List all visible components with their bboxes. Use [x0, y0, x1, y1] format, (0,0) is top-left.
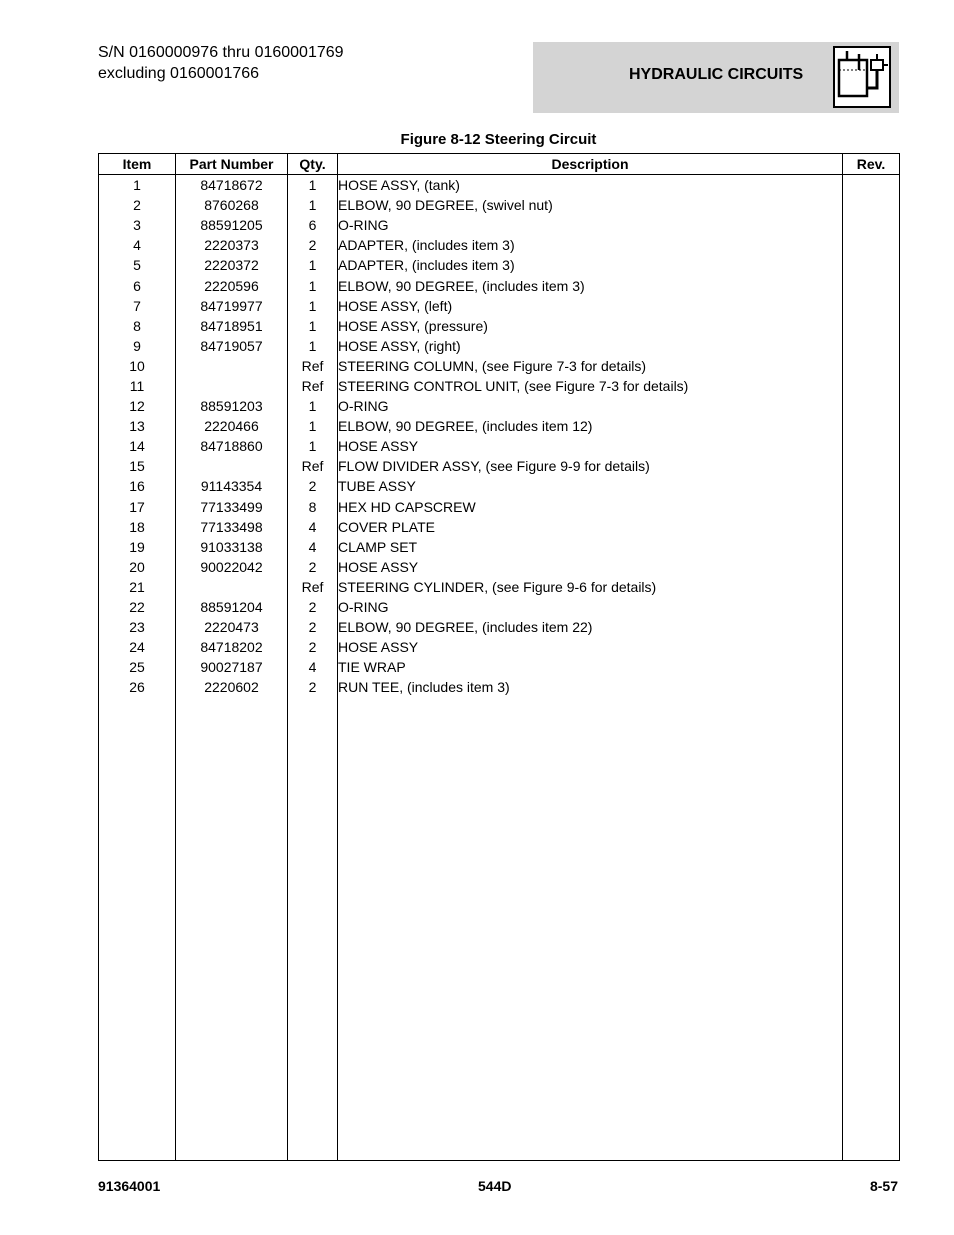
table-cell-description: ELBOW, 90 DEGREE, (includes item 12) [338, 416, 843, 436]
table-cell-part-number: 88591204 [176, 597, 288, 617]
table-cell-part-number: 91143354 [176, 476, 288, 496]
table-cell-qty: 4 [288, 537, 338, 557]
table-row [99, 296, 900, 316]
table-cell-part-number: 77133498 [176, 517, 288, 537]
table-cell-description: ADAPTER, (includes item 3) [338, 235, 843, 255]
table-cell-description: STEERING CYLINDER, (see Figure 9-6 for details) [338, 577, 843, 597]
table-cell-description: STEERING CONTROL UNIT, (see Figure 7-3 for details) [338, 376, 843, 396]
table-cell-item: 8 [99, 316, 176, 336]
footer-doc-number: 91364001 [98, 1178, 161, 1194]
table-cell-rev [843, 497, 900, 517]
table-row [99, 517, 900, 537]
table-cell-description: HOSE ASSY [338, 637, 843, 657]
table-cell-description: ELBOW, 90 DEGREE, (swivel nut) [338, 195, 843, 215]
table-cell-part-number: 84718202 [176, 637, 288, 657]
table-cell-item: 5 [99, 255, 176, 275]
table-cell-part-number [176, 456, 288, 476]
table-cell-qty: 6 [288, 215, 338, 235]
table-empty-cell [288, 697, 338, 1160]
table-cell-qty: Ref [288, 577, 338, 597]
table-cell-part-number: 77133499 [176, 497, 288, 517]
table-cell-part-number: 90022042 [176, 557, 288, 577]
table-cell-qty: 1 [288, 275, 338, 295]
table-cell-part-number: 84718860 [176, 436, 288, 456]
table-cell-qty: 1 [288, 195, 338, 215]
table-row [99, 376, 900, 396]
table-cell-rev [843, 195, 900, 215]
table-cell-description: HEX HD CAPSCREW [338, 497, 843, 517]
table-row [99, 336, 900, 356]
table-cell-item: 26 [99, 677, 176, 697]
table-cell-item: 21 [99, 577, 176, 597]
table-cell-rev [843, 436, 900, 456]
table-cell-part-number: 84718951 [176, 316, 288, 336]
table-row [99, 677, 900, 697]
table-cell-qty: Ref [288, 456, 338, 476]
table-cell-qty: 1 [288, 316, 338, 336]
table-cell-rev [843, 416, 900, 436]
table-cell-qty: 4 [288, 657, 338, 677]
table-cell-rev [843, 637, 900, 657]
table-cell-rev [843, 617, 900, 637]
serial-range [98, 42, 344, 84]
table-cell-item: 10 [99, 356, 176, 376]
table-cell-item: 19 [99, 537, 176, 557]
table-empty-cell [843, 697, 900, 1160]
table-empty-cell [176, 697, 288, 1160]
table-cell-qty: 2 [288, 476, 338, 496]
column-header-item: Item [99, 154, 176, 175]
table-row [99, 476, 900, 496]
table-row [99, 657, 900, 677]
table-cell-description: O-RING [338, 396, 843, 416]
table-row [99, 456, 900, 476]
table-cell-rev [843, 215, 900, 235]
table-cell-item: 13 [99, 416, 176, 436]
table-cell-description: ADAPTER, (includes item 3) [338, 255, 843, 275]
table-cell-item: 7 [99, 296, 176, 316]
table-cell-rev [843, 517, 900, 537]
table-cell-qty: 2 [288, 637, 338, 657]
table-row [99, 617, 900, 637]
table-cell-rev [843, 255, 900, 275]
table-cell-item: 11 [99, 376, 176, 396]
table-cell-part-number: 2220466 [176, 416, 288, 436]
table-cell-rev [843, 597, 900, 617]
table-row [99, 275, 900, 295]
table-cell-part-number: 84719057 [176, 336, 288, 356]
table-cell-rev [843, 316, 900, 336]
table-empty-cell [338, 697, 843, 1160]
table-cell-description: ELBOW, 90 DEGREE, (includes item 3) [338, 275, 843, 295]
table-cell-qty: 4 [288, 517, 338, 537]
table-cell-item: 6 [99, 275, 176, 295]
table-cell-item: 14 [99, 436, 176, 456]
serial-line-1: S/N 0160000976 thru 0160001769 [98, 44, 344, 61]
table-cell-part-number [176, 577, 288, 597]
table-cell-qty: Ref [288, 356, 338, 376]
column-header-rev: Rev. [843, 154, 900, 175]
table-cell-qty: 1 [288, 436, 338, 456]
table-cell-part-number: 91033138 [176, 537, 288, 557]
table-cell-description: RUN TEE, (includes item 3) [338, 677, 843, 697]
table-cell-rev [843, 356, 900, 376]
table-cell-description: FLOW DIVIDER ASSY, (see Figure 9-9 for details) [338, 456, 843, 476]
table-cell-rev [843, 175, 900, 196]
table-row [99, 396, 900, 416]
hydraulic-reservoir-icon [833, 46, 891, 108]
table-cell-rev [843, 476, 900, 496]
footer-page-number: 8-57 [869, 1178, 898, 1194]
table-cell-rev [843, 456, 900, 476]
table-cell-part-number: 88591203 [176, 396, 288, 416]
table-empty-cell [99, 697, 176, 1160]
table-cell-description: O-RING [338, 597, 843, 617]
table-cell-qty: 1 [288, 336, 338, 356]
table-cell-rev [843, 376, 900, 396]
table-cell-rev [843, 336, 900, 356]
parts-table [98, 153, 900, 1161]
table-cell-rev [843, 235, 900, 255]
table-row [99, 316, 900, 336]
table-cell-description: TUBE ASSY [338, 476, 843, 496]
table-cell-item: 9 [99, 336, 176, 356]
table-row [99, 255, 900, 275]
table-cell-item: 22 [99, 597, 176, 617]
table-cell-rev [843, 537, 900, 557]
table-cell-description: HOSE ASSY, (left) [338, 296, 843, 316]
table-cell-qty: 1 [288, 175, 338, 196]
table-row [99, 597, 900, 617]
table-cell-description: HOSE ASSY [338, 557, 843, 577]
table-cell-description: HOSE ASSY, (pressure) [338, 316, 843, 336]
table-row [99, 577, 900, 597]
footer-model: 544D [478, 1178, 512, 1194]
table-cell-description: TIE WRAP [338, 657, 843, 677]
table-cell-rev [843, 557, 900, 577]
table-cell-part-number: 90027187 [176, 657, 288, 677]
table-cell-item: 17 [99, 497, 176, 517]
figure-title: Figure 8-12 Steering Circuit [400, 131, 597, 148]
table-cell-item: 18 [99, 517, 176, 537]
table-cell-qty: 1 [288, 255, 338, 275]
table-cell-rev [843, 657, 900, 677]
table-row [99, 497, 900, 517]
table-cell-qty: 1 [288, 416, 338, 436]
table-header-row [99, 154, 900, 175]
table-cell-item: 16 [99, 476, 176, 496]
table-cell-item: 20 [99, 557, 176, 577]
table-cell-description: COVER PLATE [338, 517, 843, 537]
table-cell-item: 15 [99, 456, 176, 476]
column-header-part-number: Part Number [176, 154, 288, 175]
table-row [99, 175, 900, 196]
table-cell-qty: 1 [288, 296, 338, 316]
parts-table-body [99, 175, 900, 1161]
table-cell-item: 25 [99, 657, 176, 677]
serial-line-2: excluding 0160001766 [98, 65, 260, 82]
table-cell-part-number [176, 356, 288, 376]
table-row [99, 537, 900, 557]
table-row [99, 356, 900, 376]
table-cell-qty: 2 [288, 235, 338, 255]
table-cell-part-number: 88591205 [176, 215, 288, 235]
table-filler-row [99, 697, 900, 1160]
table-cell-qty: 1 [288, 396, 338, 416]
column-header-qty: Qty. [288, 154, 338, 175]
table-cell-part-number: 84718672 [176, 175, 288, 196]
table-cell-item: 24 [99, 637, 176, 657]
table-row [99, 637, 900, 657]
table-cell-description: O-RING [338, 215, 843, 235]
table-cell-rev [843, 296, 900, 316]
table-row [99, 195, 900, 215]
table-row [99, 215, 900, 235]
table-cell-qty: 2 [288, 677, 338, 697]
table-cell-item: 3 [99, 215, 176, 235]
table-cell-qty: 8 [288, 497, 338, 517]
section-banner [533, 42, 899, 113]
table-cell-description: HOSE ASSY [338, 436, 843, 456]
column-header-description: Description [338, 154, 843, 175]
table-cell-part-number: 2220473 [176, 617, 288, 637]
table-cell-qty: 2 [288, 617, 338, 637]
table-cell-item: 4 [99, 235, 176, 255]
table-cell-description: CLAMP SET [338, 537, 843, 557]
table-cell-rev [843, 396, 900, 416]
table-cell-part-number: 2220372 [176, 255, 288, 275]
table-cell-qty: 2 [288, 557, 338, 577]
table-row [99, 436, 900, 456]
table-cell-qty: 2 [288, 597, 338, 617]
table-cell-item: 12 [99, 396, 176, 416]
table-cell-rev [843, 275, 900, 295]
table-row [99, 416, 900, 436]
section-title: HYDRAULIC CIRCUITS [629, 66, 804, 83]
table-row [99, 235, 900, 255]
table-cell-description: STEERING COLUMN, (see Figure 7-3 for details) [338, 356, 843, 376]
table-cell-item: 23 [99, 617, 176, 637]
table-cell-rev [843, 677, 900, 697]
table-cell-description: ELBOW, 90 DEGREE, (includes item 22) [338, 617, 843, 637]
table-cell-qty: Ref [288, 376, 338, 396]
table-cell-part-number: 2220373 [176, 235, 288, 255]
table-cell-part-number: 2220596 [176, 275, 288, 295]
table-cell-item: 2 [99, 195, 176, 215]
table-cell-part-number [176, 376, 288, 396]
table-cell-rev [843, 577, 900, 597]
table-cell-part-number: 8760268 [176, 195, 288, 215]
table-cell-description: HOSE ASSY, (tank) [338, 175, 843, 196]
table-row [99, 557, 900, 577]
table-cell-description: HOSE ASSY, (right) [338, 336, 843, 356]
table-cell-item: 1 [99, 175, 176, 196]
table-cell-part-number: 2220602 [176, 677, 288, 697]
table-cell-part-number: 84719977 [176, 296, 288, 316]
